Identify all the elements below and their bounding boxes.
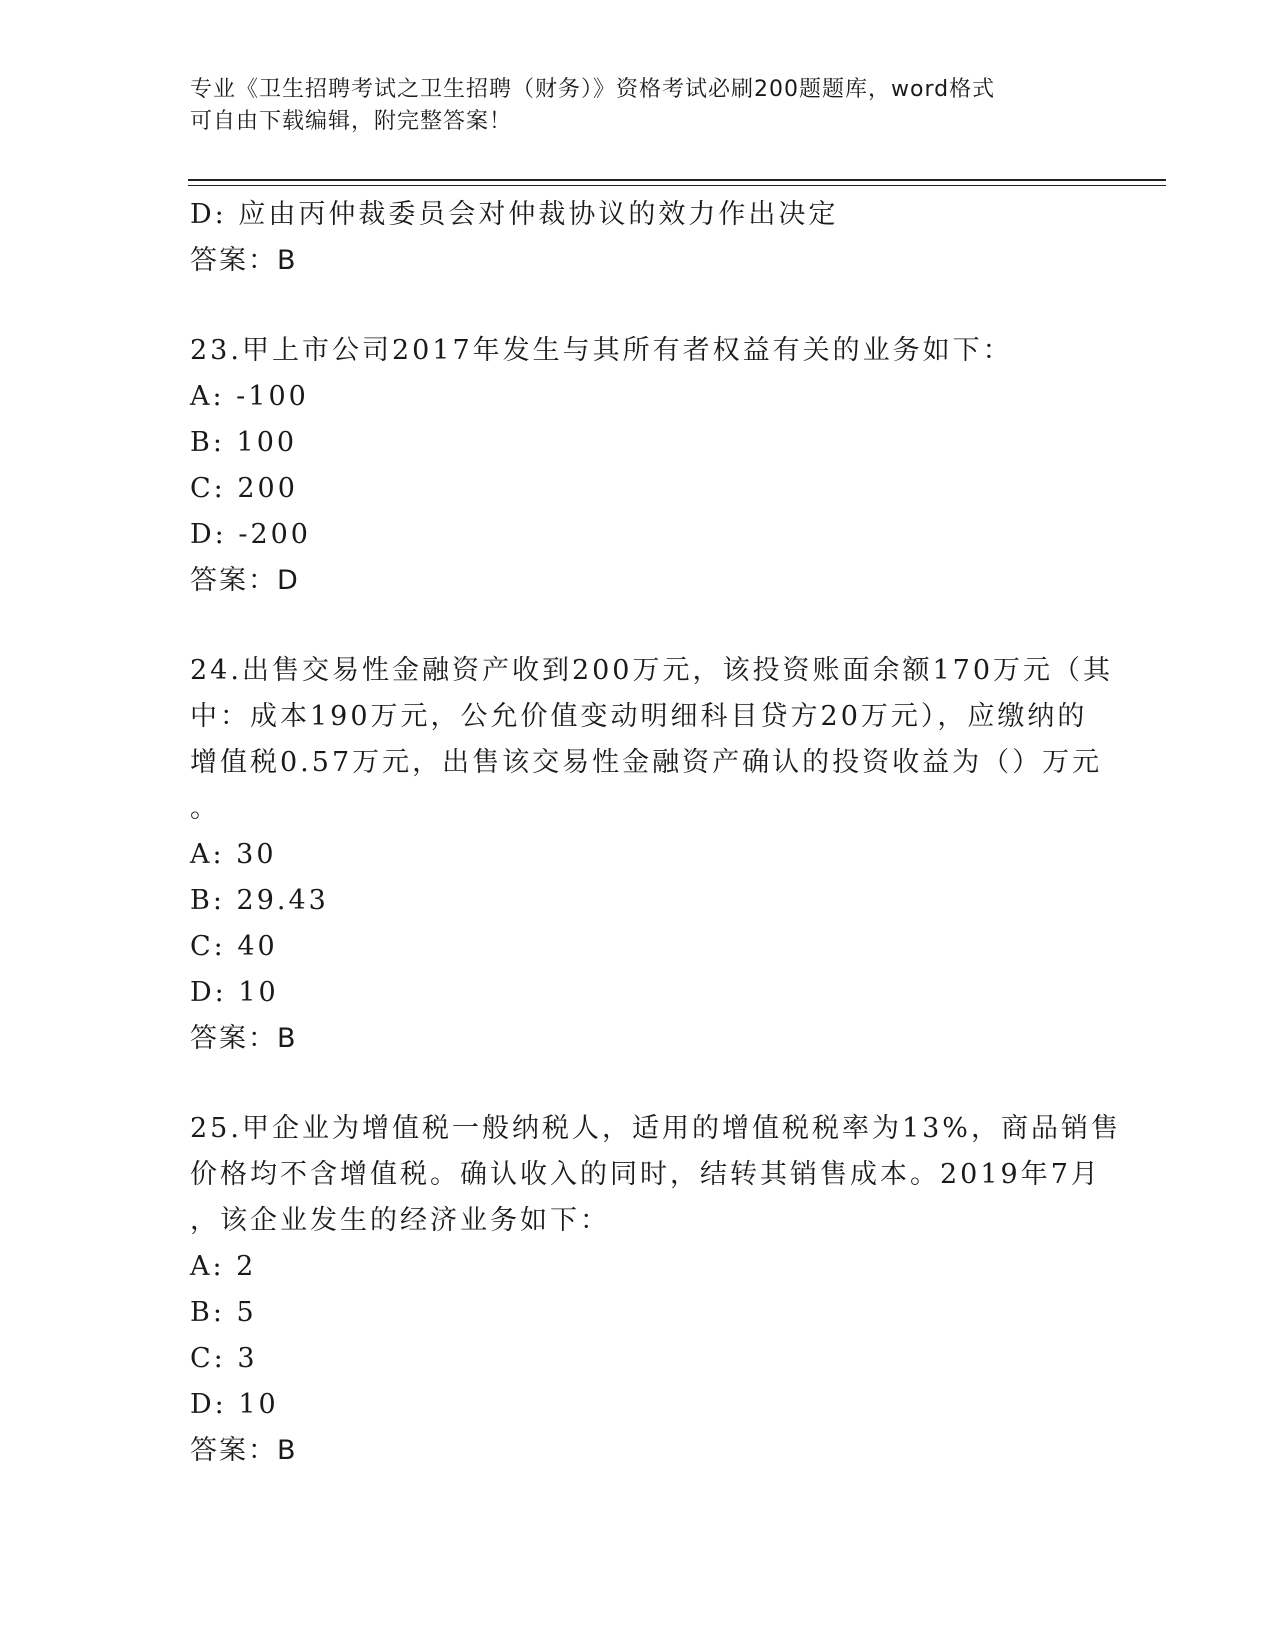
header-divider [188, 179, 1166, 181]
question-24 [190, 648, 1114, 1062]
option-b: B: 29.43 [190, 885, 329, 916]
header-line: 可自由下载编辑，附完整答案！ [190, 109, 513, 134]
question-text: 增值税0.57万元，出售该交易性金融资产确认的投资收益为（）万元 [190, 747, 1103, 778]
question-content [190, 192, 1121, 1474]
option-c: C: 3 [190, 1343, 258, 1374]
option-a: A: 2 [190, 1251, 257, 1282]
answer-line: 答案：D [190, 565, 300, 596]
option-a: A: 30 [190, 839, 277, 870]
option-c: C: 40 [190, 931, 278, 962]
question-text: 25.甲企业为增值税一般纳税人，适用的增值税税率为13%，商品销售 [190, 1113, 1121, 1144]
option-d: D: 10 [190, 977, 279, 1008]
question-25 [190, 1106, 1121, 1474]
question-text: ，该企业发生的经济业务如下： [190, 1205, 610, 1236]
question-text: 23.甲上市公司2017年发生与其所有者权益有关的业务如下： [190, 335, 1013, 366]
question-text: 。 [190, 793, 220, 824]
question-text: 价格均不含增值税。确认收入的同时，结转其销售成本。2019年7月 [190, 1159, 1101, 1190]
option-d: D: -200 [190, 519, 311, 550]
answer-line: 答案：B [190, 1023, 298, 1054]
option-c: C: 200 [190, 473, 298, 504]
answer-line: 答案：B [190, 1435, 298, 1466]
option-d: D: 10 [190, 1389, 279, 1420]
option-b: B: 100 [190, 427, 298, 458]
option-d: D: 应由丙仲裁委员会对仲裁协议的效力作出决定 [190, 199, 839, 230]
question-text: 24.出售交易性金融资产收到200万元，该投资账面余额170万元（其 [190, 655, 1114, 686]
header-line: 专业《卫生招聘考试之卫生招聘（财务）》资格考试必刷200题题库，word格式 [190, 77, 996, 102]
question-text: 中：成本190万元，公允价值变动明细科目贷方20万元），应缴纳的 [190, 701, 1088, 732]
answer-line: 答案：B [190, 245, 298, 276]
document-header [190, 74, 1070, 138]
header-divider-thin [188, 185, 1166, 186]
option-b: B: 5 [190, 1297, 257, 1328]
question-23 [190, 328, 1090, 604]
option-a: A: -100 [190, 381, 309, 412]
previous-question-tail [190, 192, 1090, 284]
